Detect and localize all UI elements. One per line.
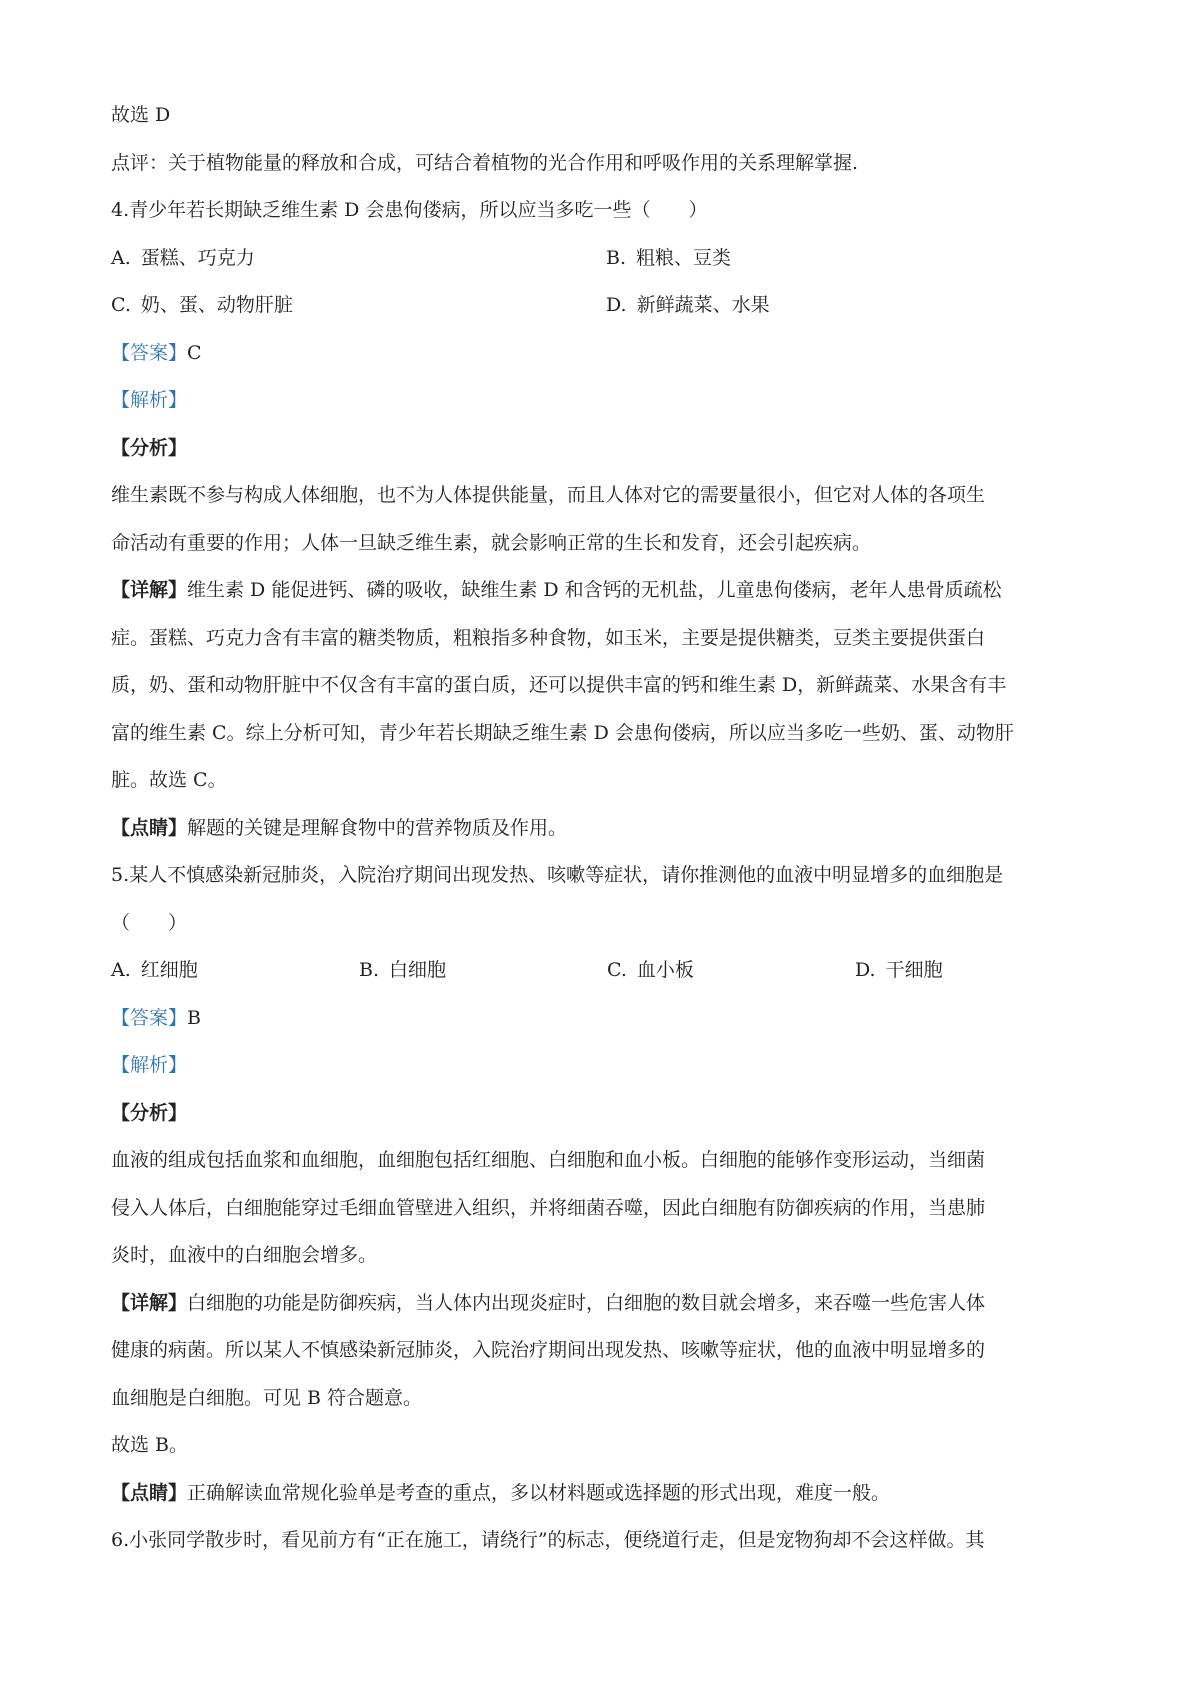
q5-option-c: C. 血小板 [607,959,694,981]
q5-analysis-label: 【解析】 [111,1054,188,1076]
q5-option-b: B. 白细胞 [359,959,447,981]
q5-dianjing: 【点睛】正确解读血常规化验单是考查的重点，多以材料题或选择题的形式出现，难度一般。 [111,1481,891,1504]
q5-fenxi-text: 血液的组成包括血浆和血细胞，血细胞包括红细胞、白细胞和血小板。白细胞的能够作变形运动，当细菌 侵入人体后，白细胞能穿过毛细血管壁进入组织，并将细菌吞噬，因此白细胞有防御疾病的作用，当患肺 炎时，血液中的白细胞会增多。 [111,1149,986,1266]
q4-answer-value: C [187,341,202,364]
q5-dianjing-label: 【点睛】 [111,1481,188,1504]
q5-option-a: A. 红细胞 [111,959,198,981]
q4-dianjing-label: 【点睛】 [111,816,188,839]
prev-comment: 点评：关于植物能量的释放和合成，可结合着植物的光合作用和呼吸作用的关系理解掌握. [111,151,859,174]
q4-analysis-label: 【解析】 [111,389,188,411]
q6-stem-line-1: 6.小张同学散步时，看见前方有“正在施工，请绕行”的标志，便绕道行走，但是宠物狗却不会这样做。其 [111,1529,985,1551]
q4-option-a: A. 蛋糕、巧克力 [111,246,255,269]
q5-xiangjie-label: 【详解】 [111,1291,188,1314]
q4-fenxi-label: 【分析】 [111,436,188,459]
q4-option-d: D. 新鲜蔬菜、水果 [606,294,770,316]
q4-option-c: C. 奶、蛋、动物肝脏 [111,294,293,316]
q4-options-row-1 [111,235,1101,283]
q5-answer-label: 【答案】 [111,1006,188,1029]
q5-xiangjie: 【详解】白细胞的功能是防御疾病，当人体内出现炎症时，白细胞的数目就会增多，来吞噬一些危害人体 健康的病菌。所以某人不慎感染新冠肺炎，入院治疗期间出现发热、咳嗽等症状，他的血液中明显增多的 血细胞是白细胞。可见 B 符合题意。 [111,1291,986,1409]
document-page [111,92,1101,1565]
q4-answer [111,330,1101,378]
q5-conclusion: 故选 B。 [111,1434,189,1456]
q5-stem-line-2: （ ） [111,911,188,934]
q4-fenxi-text: 维生素既不参与构成人体细胞，也不为人体提供能量，而且人体对它的需要量很小，但它对人体的各项生 命活动有重要的作用；人体一旦缺乏维生素，就会影响正常的生长和发育，还会引起疾病。 [111,484,986,554]
prev-conclusion: 故选 D [111,104,171,126]
q4-xiangjie-label: 【详解】 [111,579,188,601]
q4-answer-label: 【答案】 [111,341,188,364]
q4-dianjing: 【点睛】解题的关键是理解食物中的营养物质及作用。 [111,816,568,839]
q4-xiangjie: 【详解】维生素 D 能促进钙、磷的吸收，缺维生素 D 和含钙的无机盐，儿童患佝偻病，老年人患骨质疏松 症。蛋糕、巧克力含有丰富的糖类物质，粗粮指多种食物，如玉米，主要是提供糖类，豆类主要提供蛋白 质，奶、蛋和动物肝脏中不仅含有丰富的蛋白质，还可以提供丰富的钙和维生素 D，新鲜蔬菜、水果含有丰 富的维生素 C。综上分析可知，青少年若长期缺乏维生素 D 会患佝偻病，所以应当多吃一些奶、蛋、动物肝 脏。故选 C。 [111,579,1014,791]
q4-option-b: B. 粗粮、豆类 [606,246,732,269]
q4-stem: 4.青少年若长期缺乏维生素 D 会患佝偻病，所以应当多吃一些（ ） [111,199,708,221]
q4-options-row-2 [111,282,1101,330]
q5-stem-line-1: 5.某人不慎感染新冠肺炎，入院治疗期间出现发热、咳嗽等症状，请你推测他的血液中明显增多的血细胞是 [111,864,1004,886]
q5-fenxi-label: 【分析】 [111,1101,188,1124]
q5-answer-value: B [187,1006,201,1029]
q5-answer [111,995,1101,1043]
q5-options-row [111,947,1101,995]
q5-option-d: D. 干细胞 [855,959,943,981]
